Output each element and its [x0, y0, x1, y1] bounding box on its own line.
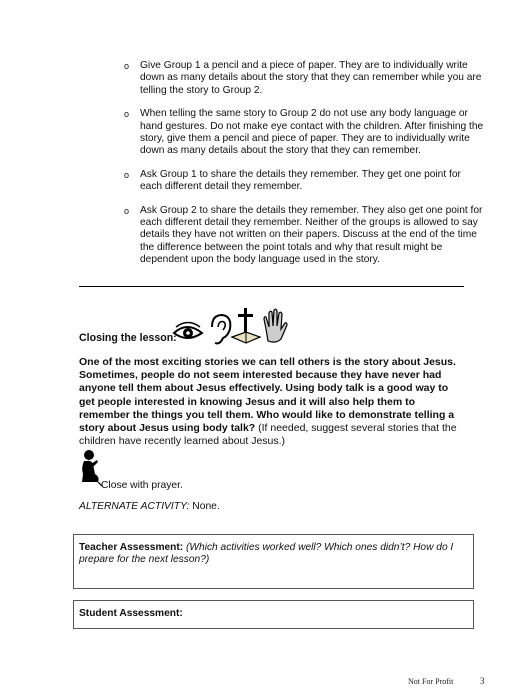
section-divider — [79, 286, 464, 287]
list-item-text: Ask Group 2 to share the details they remember. They also get one point for each different detail they remember. Neither of the groups is allowed to say details they have not written on their papers. Discuss at the end of the time the difference between the point totals and why that result might be dependent upon the body language used in the story. — [140, 204, 483, 266]
list-item — [124, 205, 484, 267]
list-item — [124, 108, 484, 158]
bullet-marker: o — [124, 205, 130, 216]
page-number: 3 — [480, 676, 485, 686]
student-assessment-label: Student Assessment: — [79, 608, 183, 619]
alternate-activity — [79, 501, 220, 512]
list-item — [124, 169, 484, 194]
list-item-text: When telling the same story to Group 2 do not use any body language or hand gestures. Do not make eye contact with the children. After finishing the story, give them a pencil and piece of paper. They are to individually write down as many details about the story that they can remember. — [140, 108, 484, 157]
footer-text: Not For Profit — [408, 677, 454, 686]
closing-normal-text: (If needed, suggest several stories that the children have recently learned about Jesus.) — [79, 422, 457, 448]
instruction-list — [124, 60, 484, 278]
bible-cross-icon — [232, 308, 260, 343]
ear-icon — [212, 315, 230, 343]
list-item-text: Give Group 1 a pencil and a piece of paper. They are to individually write down as many details about the story that they can remember while you are telling the story to Group 2. — [140, 60, 482, 96]
praying-child-icon — [78, 448, 102, 488]
bullet-marker: o — [124, 61, 130, 71]
closing-heading: Closing the lesson: — [79, 332, 177, 344]
prayer-text: Close with prayer. — [101, 480, 183, 491]
alternate-activity-value: None. — [189, 501, 220, 512]
bullet-marker: o — [124, 169, 130, 180]
closing-paragraph — [79, 356, 465, 448]
closing-bold-text: One of the most exciting stories we can tell others is the story about Jesus. Sometimes, people do not seem interested because they have never had anyone tell them about Jesus effectively. Using body talk is a good way to get people interested in knowing Jesus and it will also help them to remember the things you tell them. Who would like to demonstrate telling a story about Jesus using body talk? — [79, 356, 456, 435]
teacher-assessment-label: Teacher Assessment: — [79, 542, 184, 553]
student-assessment-box — [73, 600, 474, 629]
list-item — [124, 60, 484, 97]
teacher-assessment-prompt: (Which activities worked well? Which ones didn’t? How do I prepare for the next lesson?) — [79, 542, 454, 566]
bullet-marker: o — [124, 109, 130, 120]
teacher-assessment-box — [73, 534, 474, 589]
hand-icon — [264, 309, 287, 342]
alternate-activity-label: ALTERNATE ACTIVITY: — [79, 501, 190, 512]
senses-icons — [172, 305, 292, 347]
list-item-text: Ask Group 1 to share the details they remember. They get one point for each different detail they remember. — [140, 168, 461, 193]
eye-icon — [174, 323, 202, 339]
